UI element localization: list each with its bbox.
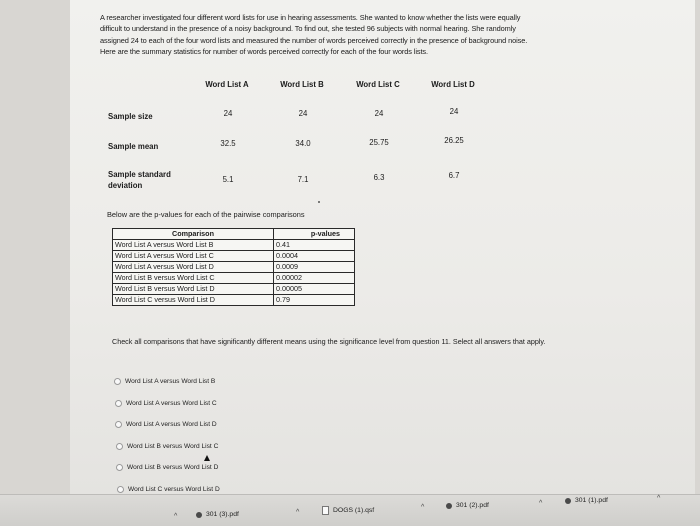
stat-cell: 32.5 bbox=[220, 139, 236, 148]
pdf-icon bbox=[565, 498, 571, 504]
download-filename: 301 (2).pdf bbox=[456, 502, 489, 509]
comparison-cell: Word List A versus Word List C bbox=[113, 251, 274, 262]
table-row bbox=[113, 240, 355, 251]
intro-line: difficult to understand in the presence of a noisy background. To find out, she tested 96 subjects with normal hearing. She randomly bbox=[100, 24, 516, 34]
pvalues-intro: Below are the p-values for each of the pairwise comparisons bbox=[107, 210, 305, 219]
question-instruction: Check all comparisons that have significantly different means using the significance level from question 11. Select all answers that apply. bbox=[112, 337, 546, 346]
option-b-vs-d[interactable] bbox=[116, 464, 218, 471]
table-row bbox=[113, 295, 355, 306]
download-filename: 301 (3).pdf bbox=[206, 511, 239, 518]
option-label: Word List A versus Word List D bbox=[126, 421, 217, 428]
comparison-cell: Word List A versus Word List D bbox=[113, 262, 274, 273]
chevron-up-icon[interactable]: ^ bbox=[421, 504, 425, 511]
download-item[interactable] bbox=[196, 511, 239, 518]
mouse-cursor-icon bbox=[204, 455, 210, 461]
download-filename: DOGS (1).qsf bbox=[333, 507, 375, 514]
column-header-list-a: Word List A bbox=[205, 80, 249, 89]
column-header-pvalues: p-values bbox=[274, 229, 355, 240]
chevron-up-icon[interactable]: ^ bbox=[296, 509, 300, 516]
column-header-list-c: Word List C bbox=[356, 80, 400, 89]
download-filename: 301 (1).pdf bbox=[575, 497, 608, 504]
downloads-bar bbox=[0, 494, 700, 526]
row-label-sample-mean: Sample mean bbox=[108, 142, 159, 151]
checkbox-icon[interactable] bbox=[116, 443, 123, 450]
checkbox-icon[interactable] bbox=[115, 400, 122, 407]
pvalue-cell: 0.00002 bbox=[274, 273, 355, 284]
stat-cell: 24 bbox=[298, 109, 308, 118]
table-row bbox=[113, 284, 355, 295]
table-row bbox=[113, 273, 355, 284]
pdf-icon bbox=[196, 512, 202, 518]
option-b-vs-c[interactable] bbox=[116, 443, 218, 450]
row-label-sample-size: Sample size bbox=[108, 112, 153, 121]
pdf-icon bbox=[446, 503, 452, 509]
download-item[interactable] bbox=[322, 506, 374, 515]
answer-options bbox=[114, 378, 414, 498]
column-header-comparison: Comparison bbox=[113, 229, 274, 240]
checkbox-icon[interactable] bbox=[114, 378, 121, 385]
stat-cell: 6.7 bbox=[448, 171, 460, 180]
pvalue-cell: 0.41 bbox=[274, 240, 355, 251]
intro-paragraph bbox=[100, 12, 620, 57]
intro-line: Here are the summary statistics for number of words perceived correctly for each of the four words lists. bbox=[100, 46, 428, 56]
option-c-vs-d[interactable] bbox=[117, 486, 220, 493]
pvalue-cell: 0.79 bbox=[274, 295, 355, 306]
document-icon bbox=[322, 506, 329, 515]
table-row bbox=[113, 251, 355, 262]
pvalue-cell: 0.0004 bbox=[274, 251, 355, 262]
row-label-sample-sd: Sample standard deviation bbox=[108, 170, 171, 190]
comparison-cell: Word List B versus Word List D bbox=[113, 284, 274, 295]
option-a-vs-b[interactable] bbox=[114, 378, 215, 385]
stat-cell: 24 bbox=[374, 109, 384, 118]
checkbox-icon[interactable] bbox=[116, 464, 123, 471]
comparison-cell: Word List C versus Word List D bbox=[113, 295, 274, 306]
stat-cell: 24 bbox=[223, 109, 233, 118]
chevron-up-icon[interactable]: ^ bbox=[174, 513, 178, 520]
option-label: Word List A versus Word List C bbox=[126, 400, 217, 407]
intro-line: A researcher investigated four different word lists for use in hearing assessments. She wanted to know whether the lists were equally bbox=[100, 13, 521, 22]
download-item[interactable] bbox=[565, 497, 608, 504]
intro-line: assigned 24 to each of the four word lists and measured the number of words perceived correctly in the presence of background noise. bbox=[100, 35, 528, 45]
option-label: Word List A versus Word List B bbox=[125, 378, 216, 385]
option-a-vs-d[interactable] bbox=[115, 421, 217, 428]
pvalue-cell: 0.0009 bbox=[274, 262, 355, 273]
option-label: Word List C versus Word List D bbox=[128, 486, 220, 493]
checkbox-icon[interactable] bbox=[117, 486, 124, 493]
comparison-cell: Word List A versus Word List B bbox=[113, 240, 274, 251]
stat-cell: 34.0 bbox=[295, 139, 311, 148]
stat-cell: 24 bbox=[449, 107, 459, 116]
stat-cell: 26.25 bbox=[444, 136, 464, 145]
column-header-list-b: Word List B bbox=[280, 80, 324, 89]
stat-cell: 25.75 bbox=[369, 138, 389, 147]
table-header-row bbox=[113, 229, 355, 240]
stat-cell: 5.1 bbox=[222, 175, 234, 184]
option-label: Word List B versus Word List D bbox=[127, 464, 219, 471]
stat-cell: 6.3 bbox=[373, 173, 385, 182]
option-label: Word List B versus Word List C bbox=[127, 443, 219, 450]
pvalue-cell: 0.00005 bbox=[274, 284, 355, 295]
stray-mark bbox=[318, 201, 320, 203]
column-header-list-d: Word List D bbox=[431, 80, 475, 89]
chevron-up-icon[interactable]: ^ bbox=[657, 495, 661, 502]
chevron-up-icon[interactable]: ^ bbox=[539, 500, 543, 507]
checkbox-icon[interactable] bbox=[115, 421, 122, 428]
table-row bbox=[113, 262, 355, 273]
pvalues-table bbox=[112, 228, 355, 306]
comparison-cell: Word List B versus Word List C bbox=[113, 273, 274, 284]
option-a-vs-c[interactable] bbox=[115, 400, 217, 407]
download-item[interactable] bbox=[446, 502, 489, 509]
stat-cell: 7.1 bbox=[297, 175, 309, 184]
